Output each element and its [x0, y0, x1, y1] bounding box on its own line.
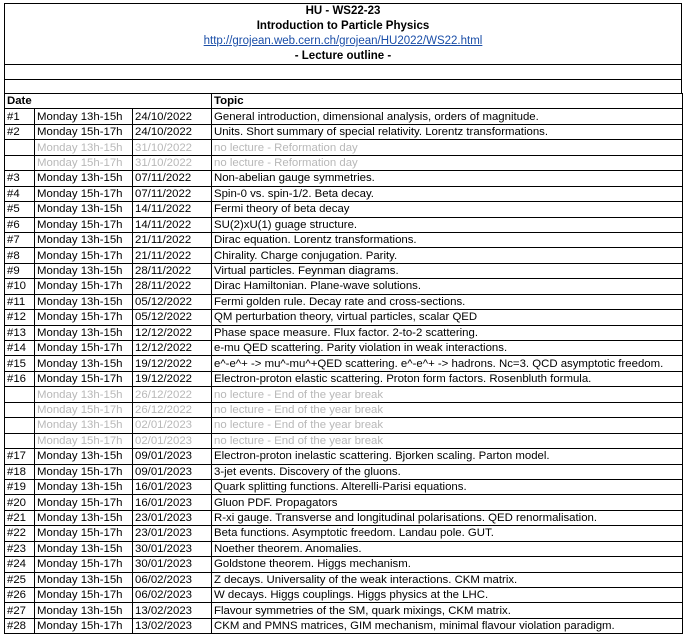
- topic-cell: R-xi gauge. Transverse and longitudinal polarisations. QED renormalisation.: [212, 510, 683, 525]
- table-row: [5, 433, 683, 448]
- topic-cell: Beta functions. Asymptotic freedom. Landau pole. GUT.: [212, 526, 683, 541]
- table-row: [5, 603, 683, 618]
- time-slot-cell: Monday 13h-15h: [35, 109, 133, 124]
- table-row: [5, 526, 683, 541]
- lecture-number-cell: [5, 387, 35, 402]
- table-row: [5, 449, 683, 464]
- time-slot-cell: Monday 13h-15h: [35, 572, 133, 587]
- table-row: [5, 356, 683, 371]
- topic-cell: no lecture - Reformation day: [212, 155, 683, 170]
- date-cell: 23/01/2023: [133, 526, 212, 541]
- date-cell: 24/10/2022: [133, 109, 212, 124]
- table-row: [5, 310, 683, 325]
- lecture-number-cell: #22: [5, 526, 35, 541]
- date-cell: 21/11/2022: [133, 232, 212, 247]
- table-row: [5, 186, 683, 201]
- topic-cell: Fermi golden rule. Decay rate and cross-sections.: [212, 294, 683, 309]
- lecture-number-cell: #7: [5, 232, 35, 247]
- date-cell: 19/12/2022: [133, 371, 212, 386]
- time-slot-cell: Monday 13h-15h: [35, 541, 133, 556]
- date-cell: 05/12/2022: [133, 310, 212, 325]
- time-slot-cell: Monday 15h-17h: [35, 371, 133, 386]
- date-cell: 14/11/2022: [133, 217, 212, 232]
- blank-row: [4, 64, 682, 80]
- date-cell: 28/11/2022: [133, 263, 212, 278]
- date-cell: 19/12/2022: [133, 356, 212, 371]
- course-url-link[interactable]: http://grojean.web.cern.ch/grojean/HU2022/WS22.html: [203, 35, 483, 47]
- lecture-number-cell: #13: [5, 325, 35, 340]
- course-code: HU - WS22-23: [305, 5, 381, 17]
- lecture-number-cell: #23: [5, 541, 35, 556]
- lecture-number-cell: #17: [5, 449, 35, 464]
- table-header-row: [5, 94, 683, 109]
- table-row: [5, 402, 683, 417]
- date-cell: 09/01/2023: [133, 449, 212, 464]
- lecture-number-cell: #16: [5, 371, 35, 386]
- topic-cell: Chirality. Charge conjugation. Parity.: [212, 248, 683, 263]
- section-title: - Lecture outline -: [294, 50, 392, 62]
- lecture-number-cell: #12: [5, 310, 35, 325]
- date-cell: 12/12/2022: [133, 341, 212, 356]
- time-slot-cell: Monday 13h-15h: [35, 263, 133, 278]
- table-row: [5, 294, 683, 309]
- time-slot-cell: Monday 13h-15h: [35, 140, 133, 155]
- lecture-number-cell: #24: [5, 557, 35, 572]
- date-cell: 30/01/2023: [133, 541, 212, 556]
- topic-cell: 3-jet events. Discovery of the gluons.: [212, 464, 683, 479]
- table-row: [5, 371, 683, 386]
- topic-cell: e^-e^+ -> mu^-mu^+QED scattering. e^-e^+ -> hadrons. Nc=3. QCD asymptotic freedom.: [212, 356, 683, 371]
- topic-cell: QM perturbation theory, virtual particles, scalar QED: [212, 310, 683, 325]
- lecture-number-cell: #8: [5, 248, 35, 263]
- lecture-number-cell: #11: [5, 294, 35, 309]
- time-slot-cell: Monday 15h-17h: [35, 588, 133, 603]
- lecture-number-cell: #10: [5, 279, 35, 294]
- topic-cell: CKM and PMNS matrices, GIM mechanism, minimal flavour violation paradigm.: [212, 618, 683, 633]
- time-slot-cell: Monday 15h-17h: [35, 155, 133, 170]
- time-slot-cell: Monday 13h-15h: [35, 449, 133, 464]
- lecture-number-cell: #5: [5, 202, 35, 217]
- date-cell: 02/01/2023: [133, 433, 212, 448]
- topic-cell: Flavour symmetries of the SM, quark mixings, CKM matrix.: [212, 603, 683, 618]
- date-cell: 14/11/2022: [133, 202, 212, 217]
- topic-cell: SU(2)xU(1) guage structure.: [212, 217, 683, 232]
- topic-cell: no lecture - End of the year break: [212, 433, 683, 448]
- time-slot-cell: Monday 15h-17h: [35, 618, 133, 633]
- date-cell: 31/10/2022: [133, 155, 212, 170]
- topic-cell: Electron-proton inelastic scattering. Bjorken scaling. Parton model.: [212, 449, 683, 464]
- date-cell: 16/01/2023: [133, 479, 212, 494]
- topic-cell: Z decays. Universality of the weak interactions. CKM matrix.: [212, 572, 683, 587]
- topic-cell: no lecture - Reformation day: [212, 140, 683, 155]
- table-row: [5, 263, 683, 278]
- document-header: [4, 3, 682, 64]
- topic-cell: Quark splitting functions. Alterelli-Parisi equations.: [212, 479, 683, 494]
- lecture-number-cell: #21: [5, 510, 35, 525]
- table-row: [5, 325, 683, 340]
- lecture-number-cell: #18: [5, 464, 35, 479]
- time-slot-cell: Monday 15h-17h: [35, 557, 133, 572]
- date-cell: 06/02/2023: [133, 588, 212, 603]
- lecture-number-cell: [5, 402, 35, 417]
- lecture-number-cell: #19: [5, 479, 35, 494]
- lecture-number-cell: [5, 433, 35, 448]
- table-row: [5, 232, 683, 247]
- date-cell: 05/12/2022: [133, 294, 212, 309]
- table-row: [5, 464, 683, 479]
- time-slot-cell: Monday 15h-17h: [35, 341, 133, 356]
- time-slot-cell: Monday 15h-17h: [35, 186, 133, 201]
- date-cell: 13/02/2023: [133, 618, 212, 633]
- time-slot-cell: Monday 15h-17h: [35, 526, 133, 541]
- table-row: [5, 541, 683, 556]
- spreadsheet: [4, 3, 682, 634]
- table-row: [5, 171, 683, 186]
- table-row: [5, 510, 683, 525]
- lecture-number-cell: #25: [5, 572, 35, 587]
- blank-row: [4, 80, 682, 93]
- table-row: [5, 279, 683, 294]
- time-slot-cell: Monday 13h-15h: [35, 202, 133, 217]
- time-slot-cell: Monday 13h-15h: [35, 479, 133, 494]
- time-slot-cell: Monday 13h-15h: [35, 387, 133, 402]
- topic-cell: W decays. Higgs couplings. Higgs physics at the LHC.: [212, 588, 683, 603]
- topic-cell: Dirac Hamiltonian. Plane-wave solutions.: [212, 279, 683, 294]
- date-cell: 26/12/2022: [133, 402, 212, 417]
- table-row: [5, 418, 683, 433]
- table-row: [5, 618, 683, 633]
- table-row: [5, 495, 683, 510]
- topic-cell: Non-abelian gauge symmetries.: [212, 171, 683, 186]
- date-cell: 12/12/2022: [133, 325, 212, 340]
- time-slot-cell: Monday 13h-15h: [35, 171, 133, 186]
- topic-cell: Noether theorem. Anomalies.: [212, 541, 683, 556]
- topic-cell: Virtual particles. Feynman diagrams.: [212, 263, 683, 278]
- time-slot-cell: Monday 15h-17h: [35, 464, 133, 479]
- lecture-number-cell: [5, 140, 35, 155]
- table-row: [5, 202, 683, 217]
- time-slot-cell: Monday 13h-15h: [35, 294, 133, 309]
- date-cell: 28/11/2022: [133, 279, 212, 294]
- time-slot-cell: Monday 13h-15h: [35, 418, 133, 433]
- topic-cell: Electron-proton elastic scattering. Proton form factors. Rosenbluth formula.: [212, 371, 683, 386]
- topic-cell: Spin-0 vs. spin-1/2. Beta decay.: [212, 186, 683, 201]
- time-slot-cell: Monday 15h-17h: [35, 124, 133, 139]
- topic-cell: Gluon PDF. Propagators: [212, 495, 683, 510]
- date-cell: 13/02/2023: [133, 603, 212, 618]
- lecture-number-cell: [5, 418, 35, 433]
- table-row: [5, 557, 683, 572]
- date-cell: 26/12/2022: [133, 387, 212, 402]
- topic-cell: General introduction, dimensional analysis, orders of magnitude.: [212, 109, 683, 124]
- topic-cell: e-mu QED scattering. Parity violation in weak interactions.: [212, 341, 683, 356]
- lecture-number-cell: #20: [5, 495, 35, 510]
- lecture-number-cell: #14: [5, 341, 35, 356]
- time-slot-cell: Monday 15h-17h: [35, 279, 133, 294]
- lecture-number-cell: #2: [5, 124, 35, 139]
- lecture-number-cell: #4: [5, 186, 35, 201]
- lecture-number-cell: #1: [5, 109, 35, 124]
- lecture-number-cell: #3: [5, 171, 35, 186]
- lecture-number-cell: #6: [5, 217, 35, 232]
- lecture-number-cell: #28: [5, 618, 35, 633]
- lecture-number-cell: #15: [5, 356, 35, 371]
- time-slot-cell: Monday 15h-17h: [35, 495, 133, 510]
- topic-cell: Dirac equation. Lorentz transformations.: [212, 232, 683, 247]
- date-cell: 09/01/2023: [133, 464, 212, 479]
- time-slot-cell: Monday 15h-17h: [35, 310, 133, 325]
- lecture-number-cell: #27: [5, 603, 35, 618]
- table-row: [5, 124, 683, 139]
- topic-cell: no lecture - End of the year break: [212, 402, 683, 417]
- table-row: [5, 572, 683, 587]
- time-slot-cell: Monday 13h-15h: [35, 232, 133, 247]
- time-slot-cell: Monday 15h-17h: [35, 217, 133, 232]
- lecture-number-cell: [5, 155, 35, 170]
- lecture-number-cell: #9: [5, 263, 35, 278]
- time-slot-cell: Monday 13h-15h: [35, 510, 133, 525]
- date-cell: 16/01/2023: [133, 495, 212, 510]
- table-row: [5, 387, 683, 402]
- table-row: [5, 109, 683, 124]
- table-row: [5, 155, 683, 170]
- time-slot-cell: Monday 13h-15h: [35, 603, 133, 618]
- table-row: [5, 140, 683, 155]
- topic-column-header: Topic: [212, 94, 683, 109]
- date-cell: 24/10/2022: [133, 124, 212, 139]
- time-slot-cell: Monday 13h-15h: [35, 325, 133, 340]
- date-cell: 06/02/2023: [133, 572, 212, 587]
- topic-cell: Phase space measure. Flux factor. 2-to-2 scattering.: [212, 325, 683, 340]
- time-slot-cell: Monday 15h-17h: [35, 248, 133, 263]
- topic-cell: Goldstone theorem. Higgs mechanism.: [212, 557, 683, 572]
- date-cell: 23/01/2023: [133, 510, 212, 525]
- lecture-table: [4, 93, 683, 634]
- date-cell: 21/11/2022: [133, 248, 212, 263]
- date-cell: 07/11/2022: [133, 186, 212, 201]
- date-cell: 31/10/2022: [133, 140, 212, 155]
- date-cell: 02/01/2023: [133, 418, 212, 433]
- topic-cell: Units. Short summary of special relativity. Lorentz transformations.: [212, 124, 683, 139]
- table-row: [5, 217, 683, 232]
- table-row: [5, 248, 683, 263]
- table-row: [5, 588, 683, 603]
- table-row: [5, 479, 683, 494]
- topic-cell: no lecture - End of the year break: [212, 418, 683, 433]
- topic-cell: no lecture - End of the year break: [212, 387, 683, 402]
- time-slot-cell: Monday 15h-17h: [35, 402, 133, 417]
- date-column-header: Date: [5, 94, 212, 109]
- lecture-number-cell: #26: [5, 588, 35, 603]
- date-cell: 07/11/2022: [133, 171, 212, 186]
- table-row: [5, 341, 683, 356]
- time-slot-cell: Monday 15h-17h: [35, 433, 133, 448]
- time-slot-cell: Monday 13h-15h: [35, 356, 133, 371]
- topic-cell: Fermi theory of beta decay: [212, 202, 683, 217]
- course-title: Introduction to Particle Physics: [256, 20, 430, 32]
- date-cell: 30/01/2023: [133, 557, 212, 572]
